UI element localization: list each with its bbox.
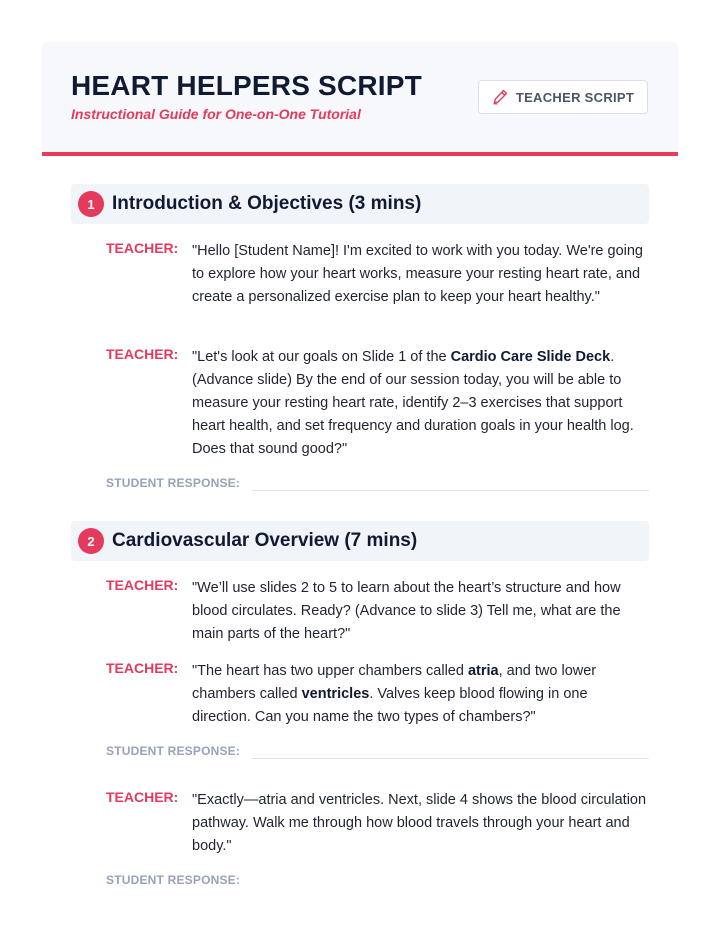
teacher-script-badge: [478, 80, 648, 114]
slide-deck-name: Cardio Care Slide Deck: [450, 349, 611, 365]
speaker-label: TEACHER:: [106, 346, 179, 362]
teacher-speech: "Exactly—atria and ventricles. Next, slide 4 shows the blood circulation pathway. Walk me through how blood travels through your heart and body.": [192, 792, 647, 854]
script-line: [106, 577, 649, 646]
section-number-badge: 1: [78, 191, 104, 217]
teacher-speech: "We’ll use slides 2 to 5 to learn about the heart’s structure and how blood circulates. Ready? (Advance to slide 3) Tell me, what are the main parts of the heart?": [192, 580, 621, 642]
response-blank-line[interactable]: [252, 758, 649, 759]
section-2-header: [71, 521, 649, 561]
student-response-label: STUDENT RESPONSE:: [106, 744, 241, 758]
teacher-speech: "The heart has two upper chambers called atria, and two lower chambers called ventricles. Valves keep blood flowing in one direction. Can you name the two types of chambers?": [192, 663, 597, 725]
speaker-label: TEACHER:: [106, 660, 179, 676]
response-blank-line[interactable]: [252, 490, 649, 491]
script-line: [106, 660, 649, 729]
speaker-label: TEACHER:: [106, 240, 179, 256]
pen-icon: [492, 89, 508, 105]
page-title: HEART HELPERS SCRIPT: [71, 70, 422, 101]
script-line: [106, 240, 649, 309]
student-response[interactable]: [106, 476, 649, 494]
student-response-label: STUDENT RESPONSE:: [106, 873, 241, 887]
student-response[interactable]: [106, 873, 649, 891]
student-response[interactable]: [106, 744, 649, 762]
script-header: [42, 42, 678, 156]
student-response-label: STUDENT RESPONSE:: [106, 476, 241, 490]
teacher-speech: "Let's look at our goals on Slide 1 of the Cardio Care Slide Deck. (Advance slide) By the end of our session today, you will be able to measure your resting heart rate, identify 2–3 exercises that support heart health, and set frequency and duration goals in your health log. Does that sound good?": [192, 349, 634, 457]
speaker-label: TEACHER:: [106, 789, 179, 805]
speaker-label: TEACHER:: [106, 577, 179, 593]
script-line: [106, 789, 649, 858]
section-1-header: [71, 184, 649, 224]
section-title: Introduction & Objectives (3 mins): [112, 193, 422, 214]
badge-label: TEACHER SCRIPT: [515, 89, 635, 105]
page-subtitle: Instructional Guide for One-on-One Tutorial: [71, 106, 361, 122]
section-title: Cardiovascular Overview (7 mins): [112, 530, 418, 551]
teacher-speech: "Hello [Student Name]! I'm excited to work with you today. We're going to explore how your heart works, measure your resting heart rate, and create a personalized exercise plan to keep your heart healthy.": [192, 243, 643, 305]
section-number-badge: 2: [78, 528, 104, 554]
script-line: [106, 346, 649, 461]
